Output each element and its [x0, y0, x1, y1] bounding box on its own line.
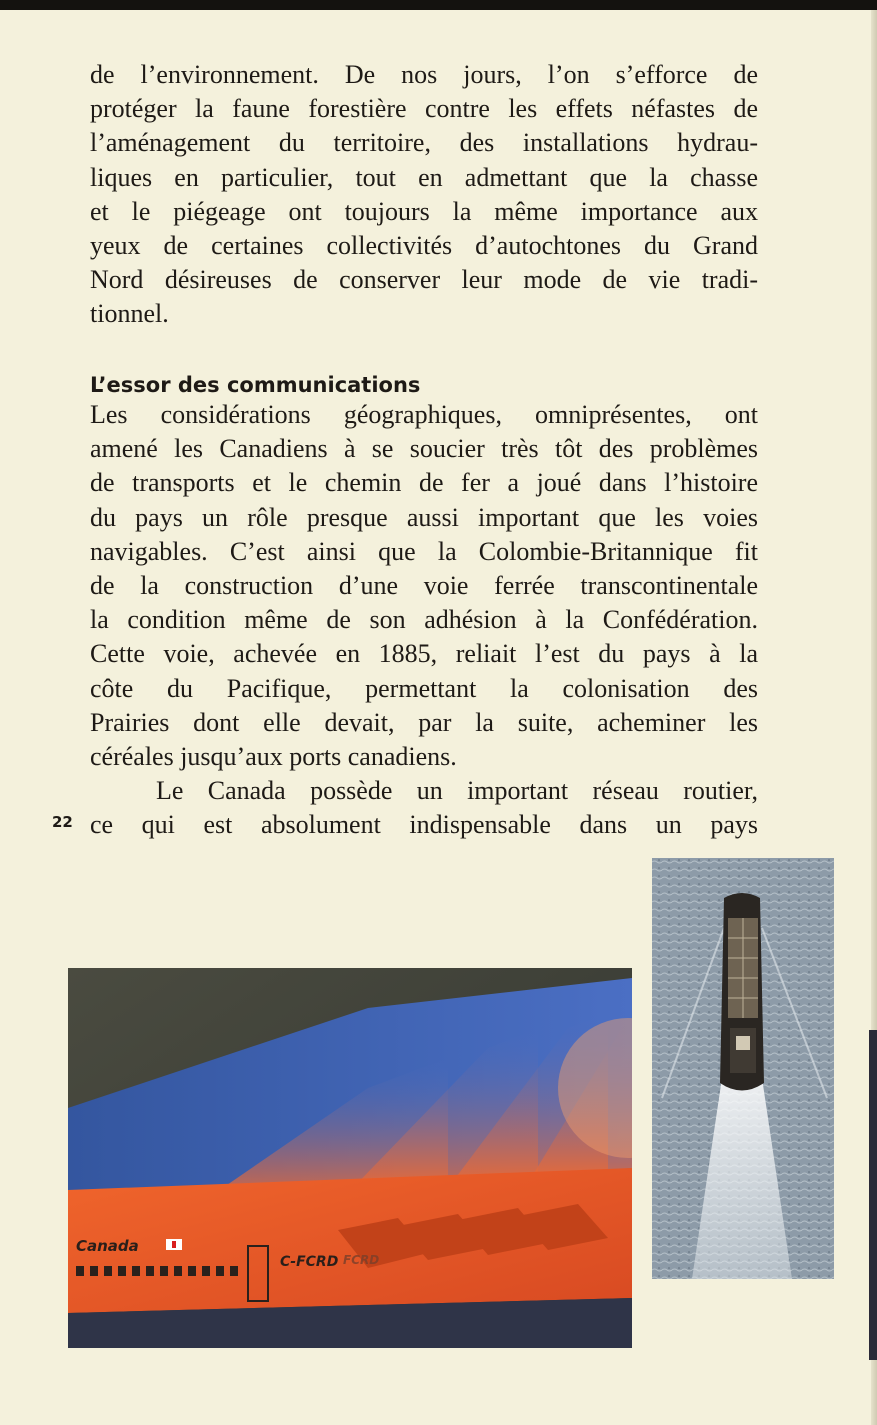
- ship-photo: [652, 858, 834, 1279]
- text-line: côte du Pacifique, permettant la colonisation des: [90, 673, 758, 703]
- page-edge-shadow: [869, 1030, 877, 1360]
- text-line: ce qui est absolument indispensable dans un pays: [90, 810, 758, 840]
- text-line: protéger la faune forestière contre les effets néfastes de: [90, 94, 758, 124]
- page-number: 22: [52, 813, 73, 831]
- text-line: de la construction d’une voie ferrée transcontinentale: [90, 571, 758, 601]
- text-line: tionnel.: [90, 299, 169, 329]
- text-line: yeux de certaines collectivités d’autochtones du Grand: [90, 231, 758, 261]
- text-line: Prairies dont elle devait, par la suite, acheminer les: [90, 707, 758, 737]
- text-line: céréales jusqu’aux ports canadiens.: [90, 742, 457, 772]
- text-line: liques en particulier, tout en admettant que la chasse: [90, 162, 758, 192]
- plane-registration-repeat: FCRD: [343, 1253, 380, 1267]
- text-line: l’aménagement du territoire, des installations hydrau-: [90, 128, 758, 158]
- text-line: Nord désireuses de conserver leur mode de vie tradi-: [90, 265, 758, 295]
- paragraph-environment: [90, 58, 758, 332]
- text-line: de l’environnement. De nos jours, l’on s’efforce de: [90, 60, 758, 89]
- text-line: navigables. C’est ainsi que la Colombie-Britannique fit: [90, 536, 758, 566]
- text-line: et le piégeage ont toujours la même importance aux: [90, 196, 758, 226]
- plane-airline-text: Canada: [76, 1237, 139, 1255]
- text-line: Cette voie, achevée en 1885, reliait l’est du pays à la: [90, 639, 758, 669]
- text-line: Les considérations géographiques, omniprésentes, ont: [90, 400, 758, 429]
- text-line: amené les Canadiens à se soucier très tôt des problèmes: [90, 434, 758, 464]
- aircraft-tails-photo: [68, 968, 632, 1348]
- text-line: Le Canada possède un important réseau routier,: [156, 776, 758, 806]
- text-line: du pays un rôle presque aussi important que les voies: [90, 502, 758, 532]
- text-line: la condition même de son adhésion à la Confédération.: [90, 605, 758, 635]
- page-top-edge: [0, 0, 877, 10]
- text-line: de transports et le chemin de fer a joué dans l’histoire: [90, 468, 758, 498]
- section-heading: L’essor des communications: [90, 373, 421, 397]
- paragraph-communications: [90, 398, 758, 843]
- plane-registration-text: C-FCRD: [280, 1254, 339, 1270]
